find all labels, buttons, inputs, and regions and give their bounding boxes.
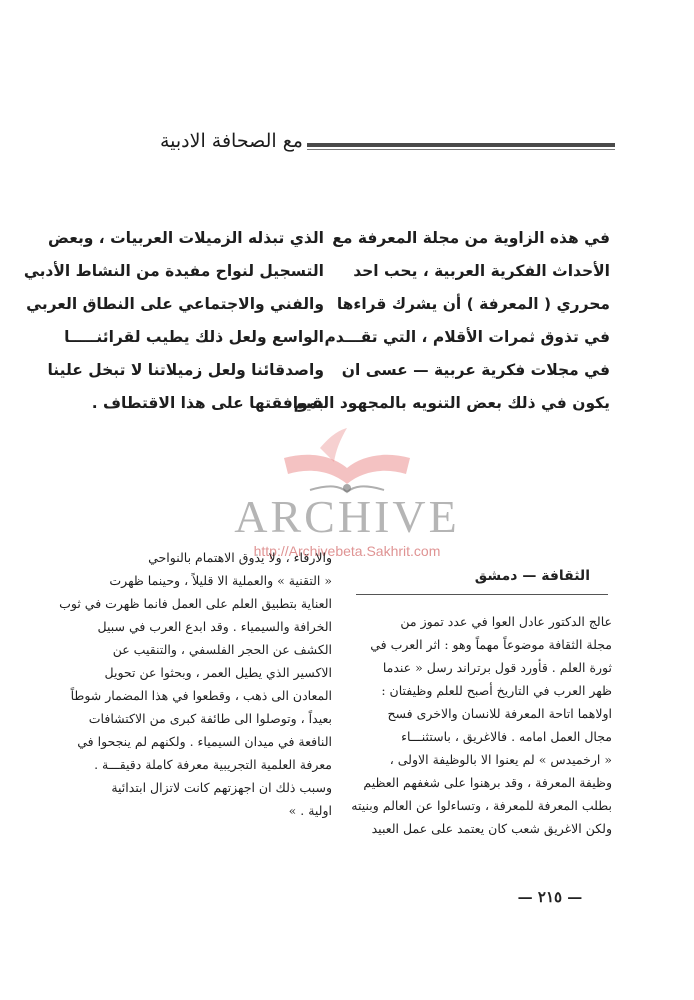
intro-line: يكون في ذلك بعض التنويه بالمجهود القيم <box>293 394 610 412</box>
intro-line: التسجيل لنواح مفيدة من النشاط الأدبي <box>23 262 324 280</box>
section-rule-thin <box>307 149 615 150</box>
article-heading-rule <box>356 594 608 595</box>
intro-column-right <box>293 222 610 420</box>
article-line: عالج الدكتور عادل العوا في عدد تموز من <box>400 614 612 629</box>
article-line: النافعة في ميدان السيمياء . ولكنهم لم ينجحوا في <box>77 734 332 749</box>
article-line: معرفة العلمية التجريبية معرفة كاملة دقيقـــة . <box>94 757 332 772</box>
intro-line: الذي تبذله الزميلات العربيات ، وبعض <box>48 229 324 247</box>
article-line: مجلة الثقافة موضوعاً مهماً وهو : اثر العرب في <box>370 637 612 652</box>
watermark-url: http://Archivebeta.Sakhrit.com <box>253 543 441 559</box>
article-line: بطلب المعرفة للمعرفة ، وتساءلوا عن العالم وبنيته <box>351 798 612 813</box>
article-line: اولاهما اتاحة المعرفة للانسان والاخرى فسح <box>387 706 612 721</box>
intro-line: الواسع ولعل ذلك يطيب لقرائنـــــا <box>64 328 324 346</box>
article-line: الاكسير الذي يطيل العمر ، وبحثوا عن تحويل <box>104 665 332 680</box>
article-line: ظهر العرب في التاريخ أصبح للعلم وظيفتان : <box>381 683 612 698</box>
article-line: وسبب ذلك ان اجهزتهم كانت لاتزال ابتدائية <box>111 780 332 795</box>
intro-line: واصدقائنا ولعل زميلاتنا لا تبخل علينا <box>47 361 324 379</box>
intro-line: الأحداث الفكرية العربية ، يحب احد <box>353 262 610 280</box>
article-line: الكشف عن الحجر الفلسفي ، والتنقيب عن <box>112 642 332 657</box>
page-number: — ٢١٥ — <box>517 888 583 906</box>
article-heading: الثقافة — دمشق <box>474 568 590 584</box>
intro-line: في مجلات فكرية عربية — عسى ان <box>341 361 610 379</box>
article-line: « التقنية » والعملية الا قليلاً ، وحينما ظهرت <box>109 573 332 588</box>
article-column-right <box>350 610 612 840</box>
article-line: والارقاء ، ولا يذوق الاهتمام بالنواحي <box>148 550 332 565</box>
article-line: وظيفة المعرفة ، وقد برهنوا على شغفهم العظيم <box>363 775 612 790</box>
intro-line: محرري ( المعرفة ) أن يشرك قراءها <box>336 295 610 313</box>
article-line: العناية بتطبيق العلم على العمل فانما ظهرت في ثوب <box>59 596 332 611</box>
article-column-left <box>59 546 332 822</box>
section-rule <box>307 143 615 147</box>
intro-line: في تذوق ثمرات الأقلام ، التي تقـــدم <box>324 328 610 346</box>
section-header <box>155 128 615 168</box>
section-title: مع الصحافة الادبية <box>159 130 303 152</box>
intro-line: والفني والاجتماعي على النطاق العربي <box>26 295 324 313</box>
intro-line: في هذه الزاوية من مجلة المعرفة مع <box>332 229 610 247</box>
article-line: بعيداً ، وتوصلوا الى طائفة كبرى من الاكتشافات <box>88 711 332 726</box>
article-line: ثورة العلم . قأورد قول برتراند رسل « عندما <box>382 660 612 675</box>
article-line: مجال العمل امامه . فالاغريق ، باستثنـــاء <box>401 729 612 744</box>
article-line: ولكن الاغريق شعب كان يعتمد على عمل العبيد <box>371 821 612 836</box>
article-line: المعادن الى ذهب ، وقطعوا في هذا المضمار شوطاً <box>70 688 332 703</box>
article-line: « ارخميدس » لم يعنوا الا بالوظيفة الاولى ، <box>389 752 612 767</box>
article-line: اولية . » <box>288 803 332 818</box>
watermark-title: ARCHIVE <box>234 491 460 542</box>
intro-column-left <box>23 222 324 420</box>
article-line: الخرافة والسيمياء . وقد ابدع العرب في سبيل <box>97 619 332 634</box>
intro-line: بموافقتها على هذا الاقتطاف . <box>91 394 324 412</box>
